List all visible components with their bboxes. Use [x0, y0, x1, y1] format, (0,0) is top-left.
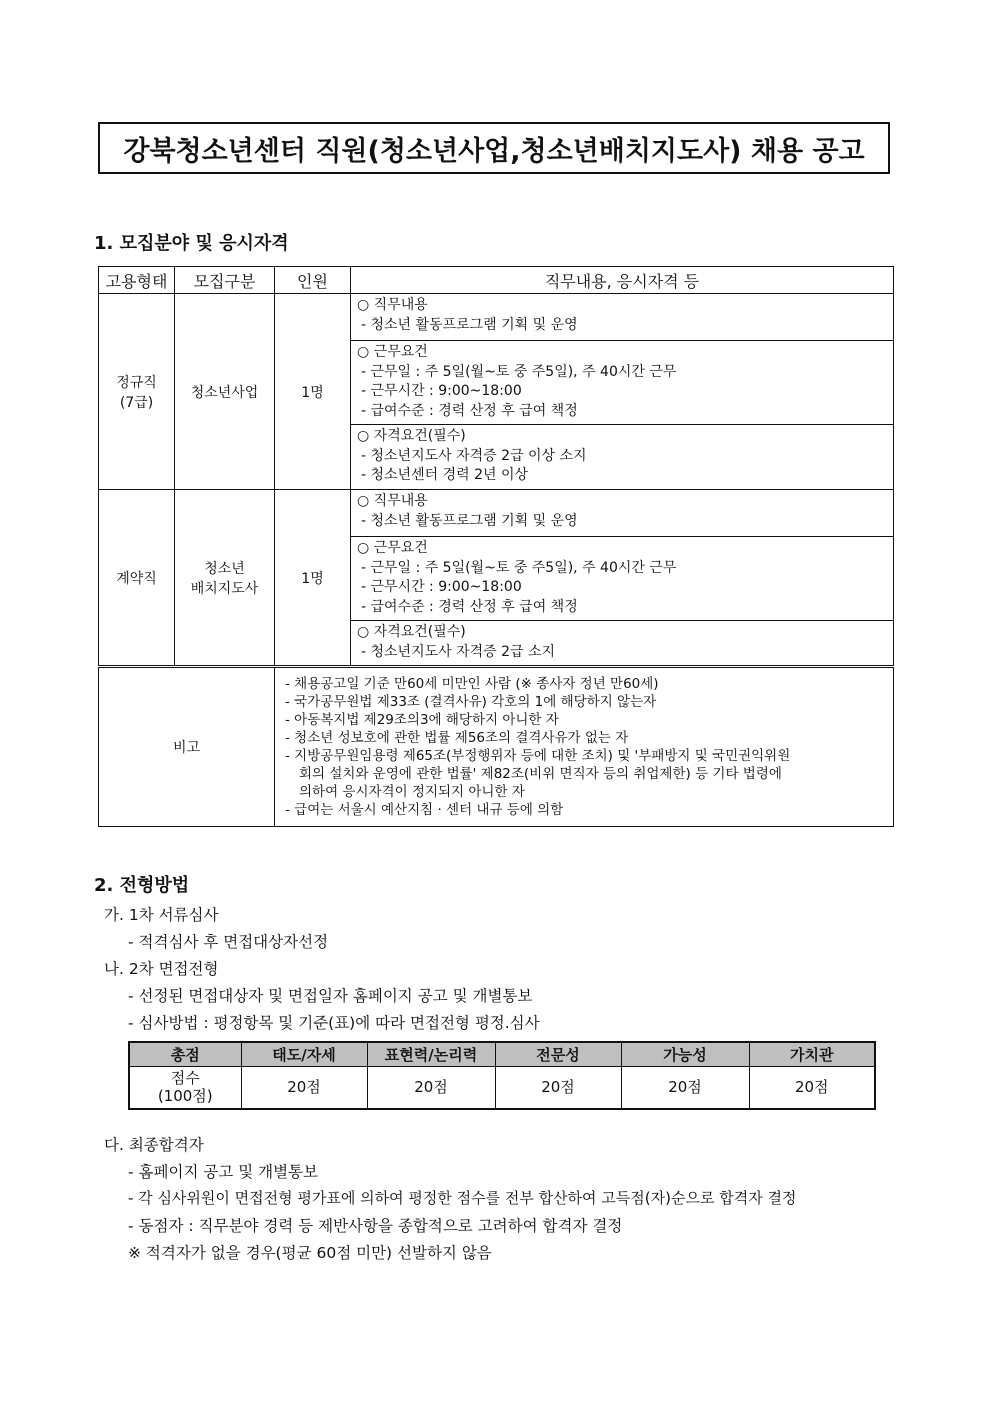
score-row: [129, 1067, 875, 1109]
step1-line: - 적격심사 후 면접대상자선정: [128, 933, 329, 951]
step2-title: 나. 2차 면접전형: [104, 960, 219, 978]
step1-title: 가. 1차 서류심사: [104, 906, 219, 924]
score-value: 20점: [749, 1067, 875, 1109]
remark-body: [275, 667, 894, 827]
step2-line: - 선정된 면접대상자 및 면접일자 홈페이지 공고 및 개별통보: [128, 987, 533, 1005]
header-count: 인원: [275, 267, 351, 294]
block-head: ○ 근무요건: [357, 540, 428, 556]
block-line: - 청소년지도사 자격증 2급 이상 소지: [361, 447, 587, 464]
score-header: 가치관: [749, 1042, 875, 1067]
score-total-label: 점수: [170, 1069, 200, 1088]
remark-line: - 급여는 서울시 예산지침 · 센터 내규 등에 의함: [285, 801, 564, 818]
employment-type-cell: [99, 490, 175, 667]
duty-block: [351, 490, 894, 537]
step3-line: - 동점자 : 직무분야 경력 등 제반사항을 종합적으로 고려하여 합격자 결정: [128, 1217, 623, 1235]
score-header: 태도/자세: [241, 1042, 367, 1067]
category: 청소년사업: [190, 384, 259, 401]
condition-block: [351, 341, 894, 425]
remark-label: 비고: [172, 740, 201, 756]
block-line: - 청소년지도사 자격증 2급 소지: [361, 643, 556, 660]
score-total-cell: [129, 1067, 241, 1109]
remark-line: 의하여 응시자격이 정지되지 아니한 자: [299, 783, 525, 800]
step2-line: - 심사방법 : 평정항목 및 기준(표)에 따라 면접전형 평정.심사: [128, 1014, 540, 1032]
remark-line: - 청소년 성보호에 관한 법률 제56조의 결격사유가 없는 자: [285, 729, 629, 746]
score-value: 20점: [367, 1067, 495, 1109]
header-category: 모집구분: [175, 267, 275, 294]
remark-line: 회의 설치와 운영에 관한 법률' 제82조(비위 면직자 등의 취업제한) 등 기타 법령에: [299, 765, 782, 782]
remark-row: [99, 667, 894, 827]
page-title-text: 강북청소년센터 직원(청소년사업,청소년배치지도사) 채용 공고: [123, 135, 865, 167]
score-header-row: [129, 1042, 875, 1067]
count: 1명: [301, 384, 324, 401]
block-head: ○ 직무내용: [357, 493, 428, 509]
score-value: 20점: [495, 1067, 621, 1109]
section1-heading: 1. 모집분야 및 응시자격: [94, 233, 289, 254]
remark-line: - 국가공무원법 제33조 (결격사유) 각호의 1에 해당하지 않는자: [285, 693, 657, 710]
category: 청소년: [204, 560, 245, 577]
block-line: - 청소년 활동프로그램 기획 및 운영: [361, 316, 578, 333]
score-table: [128, 1041, 876, 1110]
header-duties: 직무내용, 응시자격 등: [351, 267, 894, 294]
category-cell: [175, 294, 275, 490]
employment-type: 계약직: [116, 570, 157, 587]
duty-block: [351, 294, 894, 341]
remark-line: - 채용공고일 기준 만60세 미만인 사람 (※ 종사자 정년 만60세): [285, 675, 659, 692]
block-head: ○ 자격요건(필수): [357, 624, 466, 640]
table-row: [99, 294, 894, 341]
count-cell: [275, 490, 351, 667]
qualification-block: [351, 621, 894, 667]
category-line2: 배치지도사: [190, 580, 259, 597]
block-line: - 청소년센터 경력 2년 이상: [361, 467, 528, 483]
page-title: [98, 122, 890, 174]
count-cell: [275, 294, 351, 490]
score-header: 가능성: [621, 1042, 749, 1067]
step3-title: 다. 최종합격자: [104, 1136, 204, 1154]
block-head: ○ 자격요건(필수): [357, 428, 466, 444]
employment-grade: (7급): [119, 394, 154, 411]
remark-line: - 아동복지법 제29조의3에 해당하지 아니한 자: [285, 711, 559, 728]
count: 1명: [301, 570, 324, 587]
block-line: - 근무일 : 주 5일(월~토 중 주5일), 주 40시간 근무: [361, 363, 677, 380]
section2-heading: 2. 전형방법: [94, 875, 190, 896]
remark-line: - 지방공무원임용령 제65조(부정행위자 등에 대한 조치) 및 '부패방지 및 국민권익위원: [285, 747, 791, 764]
block-head: ○ 직무내용: [357, 297, 428, 313]
score-header: 총점: [129, 1042, 241, 1067]
score-total-sub: (100점): [157, 1087, 213, 1106]
category-cell: [175, 490, 275, 667]
score-header: 표현력/논리력: [367, 1042, 495, 1067]
step3-line: - 각 심사위원이 면접전형 평가표에 의하여 평정한 점수를 전부 합산하여 고득점(자)순으로 합격자 결정: [128, 1189, 797, 1207]
recruitment-table: [98, 266, 894, 827]
block-line: - 청소년 활동프로그램 기획 및 운영: [361, 512, 578, 529]
block-line: - 근무일 : 주 5일(월~토 중 주5일), 주 40시간 근무: [361, 559, 677, 576]
block-head: ○ 근무요건: [357, 344, 428, 360]
table-row: [99, 490, 894, 537]
condition-block: [351, 537, 894, 621]
header-employment-type: 고용형태: [99, 267, 175, 294]
employment-type-cell: [99, 294, 175, 490]
step3-note: ※ 적격자가 없을 경우(평균 60점 미만) 선발하지 않음: [128, 1244, 492, 1262]
block-line: - 급여수준 : 경력 산정 후 급여 책정: [361, 402, 578, 419]
table-header-row: [99, 267, 894, 294]
block-line: - 급여수준 : 경력 산정 후 급여 책정: [361, 598, 578, 615]
remark-label-cell: [99, 667, 275, 827]
block-line: - 근무시간 : 9:00~18:00: [361, 383, 522, 399]
block-line: - 근무시간 : 9:00~18:00: [361, 579, 522, 595]
score-value: 20점: [241, 1067, 367, 1109]
score-value: 20점: [621, 1067, 749, 1109]
score-header: 전문성: [495, 1042, 621, 1067]
employment-type: 정규직: [116, 374, 157, 391]
qualification-block: [351, 425, 894, 490]
step3-line: - 홈페이지 공고 및 개별통보: [128, 1163, 319, 1181]
